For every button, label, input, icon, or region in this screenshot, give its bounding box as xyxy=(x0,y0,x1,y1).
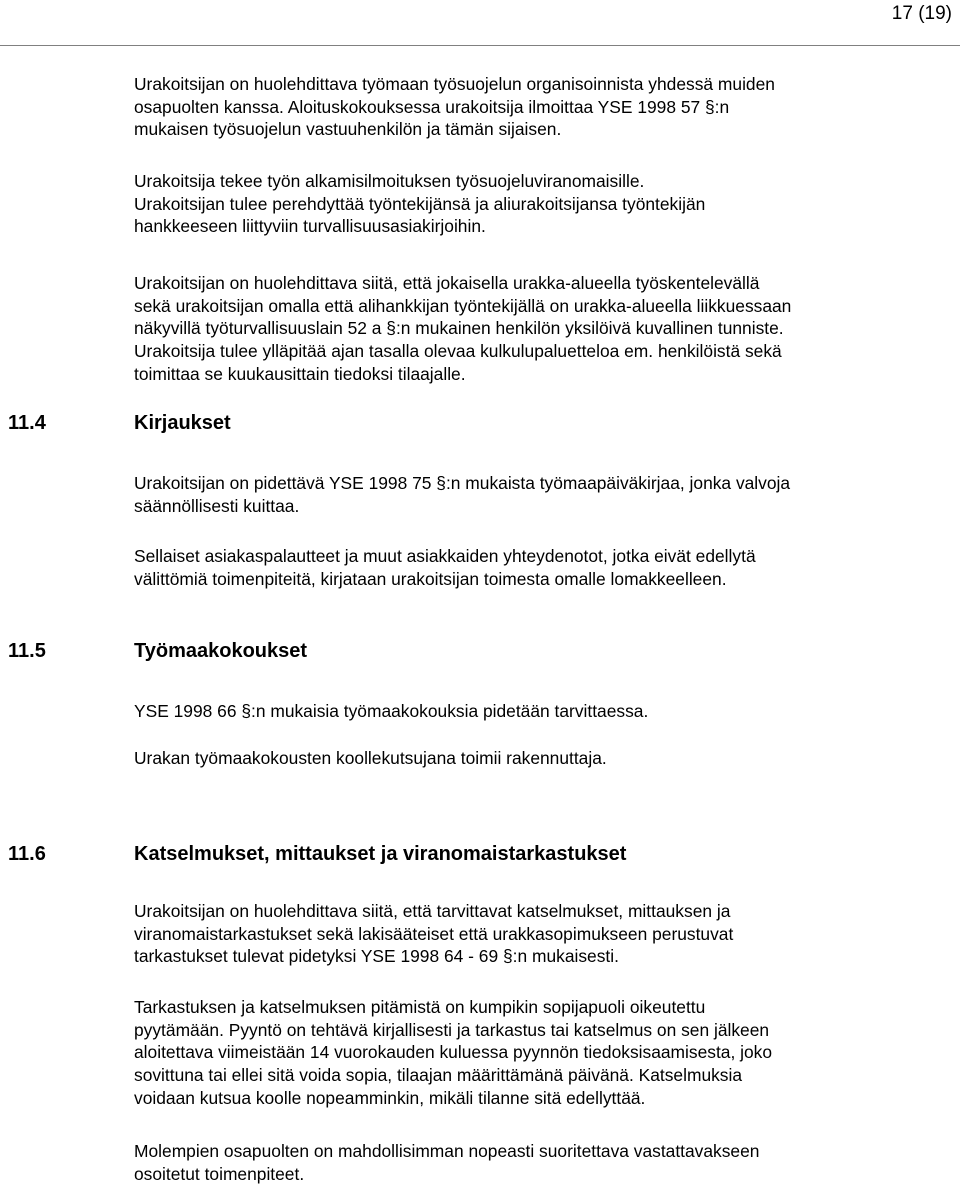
text-line: Urakoitsija tekee työn alkamisilmoituksen työsuojeluviranomaisille. xyxy=(134,171,645,191)
text-line: pyytämään. Pyyntö on tehtävä kirjallisesti ja tarkastus tai katselmus on sen jälkeen xyxy=(134,1019,770,1040)
section-heading: Työmaakokoukset xyxy=(134,640,308,662)
text-line: välittömiä toimenpiteitä, kirjataan urakoitsijan toimesta omalle lomakkeelleen. xyxy=(134,568,727,589)
text-line: Sellaiset asiakaspalautteet ja muut asiakkaiden yhteydenotot, jotka eivät edellytä xyxy=(134,546,756,566)
text-line: Urakoitsijan tulee perehdyttää työntekijänsä ja aliurakoitsijansa työntekijän xyxy=(134,193,706,214)
text-line: Urakoitsijan on huolehdittava siitä, että tarvittavat katselmukset, mittauksen ja xyxy=(134,901,731,921)
page-number: 17 (19) xyxy=(891,3,952,24)
paragraph xyxy=(134,73,934,141)
paragraph xyxy=(134,747,934,770)
text-line: tarkastukset tulevat pidetyksi YSE 1998 64 - 69 §:n mukaisesti. xyxy=(134,946,619,967)
text-line: sekä urakoitsijan omalla että alihankkijan työntekijällä on urakka-alueella liikkuessaan xyxy=(134,295,792,316)
text-line: Urakoitsijan on huolehdittava työmaan työsuojelun organisoinnista yhdessä muiden xyxy=(134,74,775,94)
section-heading: Kirjaukset xyxy=(134,412,231,434)
paragraph xyxy=(134,700,934,723)
paragraph xyxy=(134,1140,934,1185)
paragraph xyxy=(134,272,934,386)
text-line: aloitettava viimeistään 14 vuorokauden kuluessa pyynnön tiedoksisaamisesta, joko xyxy=(134,1042,773,1063)
text-line: Urakan työmaakokousten koollekutsujana toimii rakennuttaja. xyxy=(134,748,607,768)
text-line: Urakoitsijan on huolehdittava siitä, että jokaisella urakka-alueella työskentelevällä xyxy=(134,273,760,293)
paragraph xyxy=(134,900,934,968)
paragraph xyxy=(134,170,934,238)
text-line: toimittaa se kuukausittain tiedoksi tilaajalle. xyxy=(134,363,466,384)
section-number: 11.6 xyxy=(8,843,46,865)
text-line: säännöllisesti kuittaa. xyxy=(134,495,300,516)
text-line: sovittuna tai ellei sitä voida sopia, tilaajan määrittämänä päivänä. Katselmuksia xyxy=(134,1065,743,1086)
text-line: viranomaistarkastukset sekä lakisääteiset että urakkasopimukseen perustuvat xyxy=(134,923,734,944)
paragraph xyxy=(134,472,934,517)
text-line: Urakoitsija tulee ylläpitää ajan tasalla olevaa kulkulupaluetteloa em. henkilöistä sekä xyxy=(134,341,782,362)
text-line: mukaisen työsuojelun vastuuhenkilön ja tämän sijaisen. xyxy=(134,119,562,140)
text-line: Tarkastuksen ja katselmuksen pitämistä on kumpikin sopijapuoli oikeutettu xyxy=(134,997,706,1017)
paragraph xyxy=(134,996,934,1110)
text-line: näkyvillä työturvallisuuslain 52 a §:n mukainen henkilön yksilöivä kuvallinen tunniste. xyxy=(134,318,784,339)
text-line: Urakoitsijan on pidettävä YSE 1998 75 §:n mukaista työmaapäiväkirjaa, jonka valvoja xyxy=(134,473,791,493)
text-line: voidaan kutsua koolle nopeamminkin, mikäli tilanne sitä edellyttää. xyxy=(134,1087,646,1108)
section-number: 11.5 xyxy=(8,640,46,662)
header-divider xyxy=(0,45,960,46)
paragraph xyxy=(134,545,934,590)
section-number: 11.4 xyxy=(8,412,46,434)
text-line: hankkeeseen liittyviin turvallisuusasiakirjoihin. xyxy=(134,216,486,237)
text-line: YSE 1998 66 §:n mukaisia työmaakokouksia pidetään tarvittaessa. xyxy=(134,701,649,721)
text-line: osapuolten kanssa. Aloituskokouksessa urakoitsija ilmoittaa YSE 1998 57 §:n xyxy=(134,96,730,117)
text-line: Molempien osapuolten on mahdollisimman nopeasti suoritettava vastattavakseen xyxy=(134,1141,760,1161)
text-line: osoitetut toimenpiteet. xyxy=(134,1163,305,1184)
section-heading: Katselmukset, mittaukset ja viranomaistarkastukset xyxy=(134,843,627,865)
